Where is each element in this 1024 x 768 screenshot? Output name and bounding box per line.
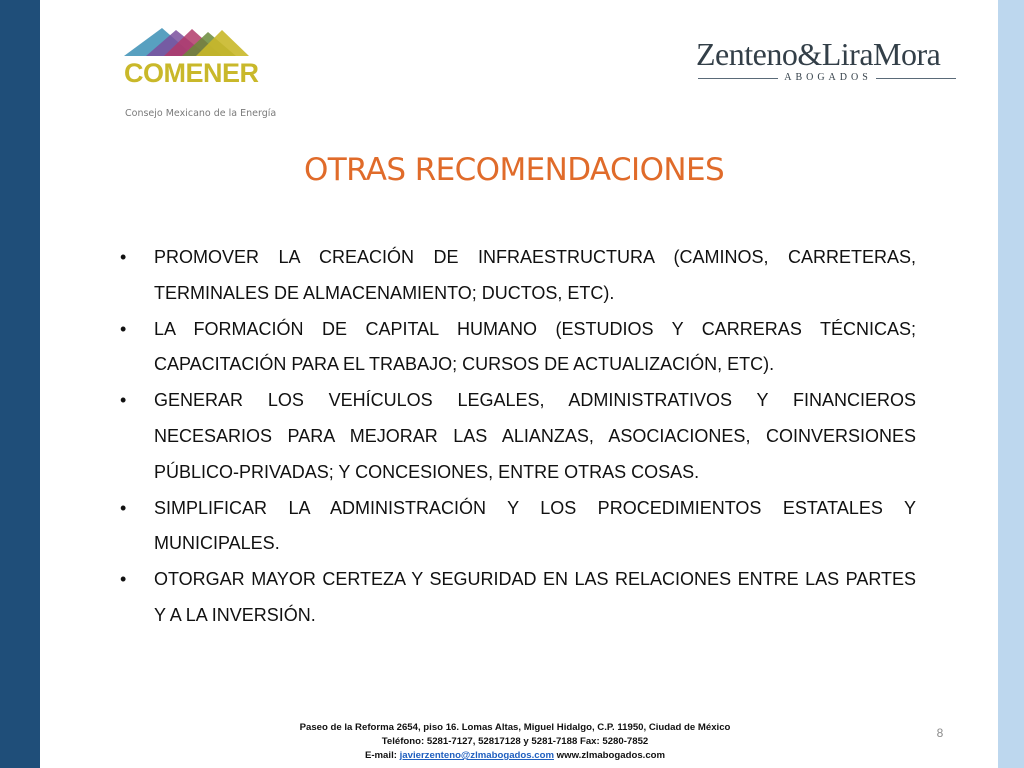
footer-contact bbox=[230, 721, 800, 763]
list-item-text: PROMOVER LA CREACIÓN DE INFRAESTRUCTURA (CAMINOS, CARRETERAS, TERMINALES DE ALMACENAMIENTO; DUCTOS, ETC). bbox=[154, 247, 916, 303]
page-number: 8 bbox=[936, 726, 944, 740]
bullet-icon: • bbox=[120, 247, 127, 267]
bullet-icon: • bbox=[120, 318, 127, 339]
logo-rule-left bbox=[698, 78, 778, 79]
list-item bbox=[120, 562, 916, 634]
list-item-text: OTORGAR MAYOR CERTEZA Y SEGURIDAD EN LAS RELACIONES ENTRE LAS PARTES Y A LA INVERSIÓN. bbox=[154, 569, 916, 625]
website-text: www.zlmabogados.com bbox=[556, 750, 666, 761]
footer-phones: Teléfono: 5281-7127, 52817128 y 5281-7188 Fax: 5280-7852 bbox=[381, 736, 649, 747]
law-firm-subtitle: ABOGADOS bbox=[784, 72, 872, 83]
mountain-peaks-icon bbox=[124, 26, 249, 56]
email-link[interactable]: javierzenteno@zlmabogados.com bbox=[399, 750, 554, 761]
logo-rule-right bbox=[876, 78, 956, 79]
comener-logo bbox=[122, 26, 277, 119]
bullet-icon: • bbox=[120, 390, 127, 411]
list-item bbox=[120, 312, 916, 384]
zenteno-lira-mora-logo bbox=[696, 36, 960, 84]
comener-wordmark: COMENER bbox=[124, 58, 259, 88]
list-item-text: GENERAR LOS VEHÍCULOS LEGALES, ADMINISTRATIVOS Y FINANCIEROS NECESARIOS PARA MEJORAR LAS ALIANZAS, ASOCIACIONES, COINVERSIONES PÚBLICO-PRIVADAS; Y CONCESIONES, ENTRE OTRAS COSAS. bbox=[154, 390, 916, 482]
recommendations-list bbox=[120, 240, 916, 634]
list-item-text: LA FORMACIÓN DE CAPITAL HUMANO (ESTUDIOS Y CARRERAS TÉCNICAS; CAPACITACIÓN PARA EL TRABAJO; CURSOS DE ACTUALIZACIÓN, ETC). bbox=[154, 318, 916, 375]
right-side-band bbox=[998, 0, 1024, 768]
left-side-band bbox=[0, 0, 40, 768]
list-item-text: SIMPLIFICAR LA ADMINISTRACIÓN Y LOS PROCEDIMIENTOS ESTATALES Y MUNICIPALES. bbox=[154, 497, 916, 554]
list-item bbox=[120, 383, 916, 490]
comener-tagline: Consejo Mexicano de la Energía bbox=[125, 108, 277, 119]
law-firm-name: Zenteno&LiraMora bbox=[696, 36, 941, 72]
footer-address: Paseo de la Reforma 2654, piso 16. Lomas Altas, Miguel Hidalgo, C.P. 11950, Ciudad de México bbox=[299, 722, 731, 733]
footer-email-line bbox=[230, 749, 800, 763]
email-label: E-mail: bbox=[364, 750, 397, 761]
bullet-icon: • bbox=[120, 569, 127, 590]
list-item bbox=[120, 491, 916, 563]
list-item bbox=[120, 240, 916, 312]
slide-title: OTRAS RECOMENDACIONES bbox=[303, 152, 725, 188]
bullet-icon: • bbox=[120, 497, 127, 518]
